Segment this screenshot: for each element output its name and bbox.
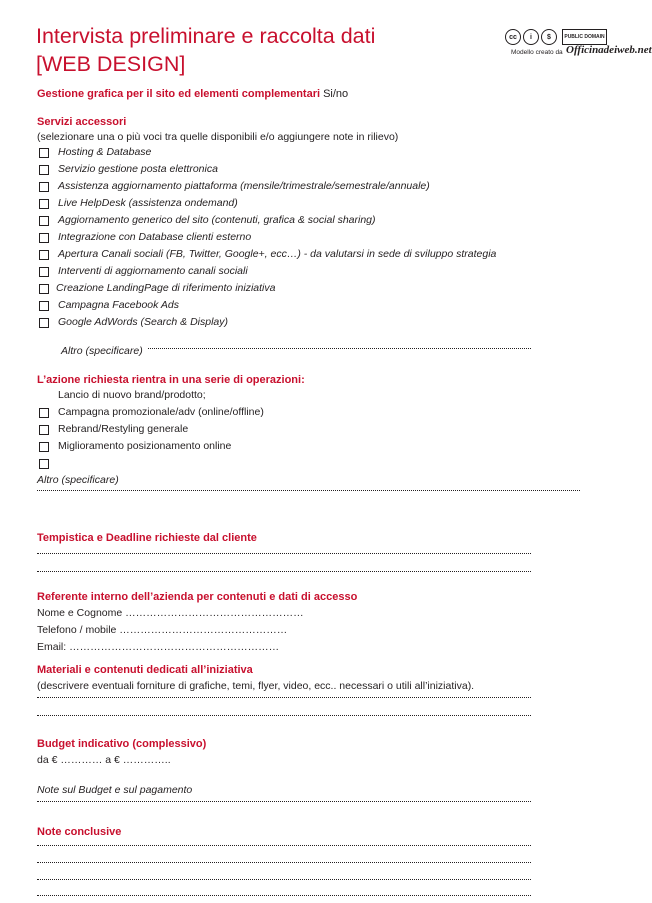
tempistica-field-2[interactable] [37, 569, 531, 572]
azione-item: Rebrand/Restyling generale [58, 423, 189, 435]
servizi-item: Creazione LandingPage di riferimento iniziativa [56, 282, 276, 294]
checkbox-posta[interactable] [39, 165, 49, 175]
checkbox-rebrand[interactable] [39, 425, 49, 435]
servizi-altro-field[interactable] [148, 346, 531, 349]
credit-text: Modello creato da [511, 49, 563, 56]
servizi-altro-label: Altro (specificare) [61, 345, 143, 357]
tempistica-field-1[interactable] [37, 551, 531, 554]
checkbox-interventi[interactable] [39, 267, 49, 277]
budget-title: Budget indicativo (complessivo) [37, 738, 207, 750]
checkbox-canali[interactable] [39, 250, 49, 260]
brand-logo: Officinadeiweb.net [566, 44, 652, 56]
cc-icon: cc [505, 29, 521, 45]
checkbox-helpdesk[interactable] [39, 199, 49, 209]
servizi-item: Aggiornamento generico del sito (contenuti, grafica & social sharing) [58, 214, 376, 226]
azione-item: Miglioramento posizionamento online [58, 440, 232, 452]
materiali-title: Materiali e contenuti dedicati all’iniziativa [37, 664, 253, 676]
conclusive-field-2[interactable] [37, 860, 531, 863]
servizi-item: Live HelpDesk (assistenza ondemand) [58, 197, 238, 209]
referente-nome-field[interactable]: Nome e Cognome …………………………………………… [37, 607, 304, 619]
checkbox-landing[interactable] [39, 284, 49, 294]
budget-range-field[interactable]: da € ………… a € ………….. [37, 754, 171, 766]
materiali-field-2[interactable] [37, 713, 531, 716]
azione-item: Lancio di nuovo brand/prodotto; [58, 389, 206, 401]
conclusive-title: Note conclusive [37, 826, 122, 838]
checkbox-hosting[interactable] [39, 148, 49, 158]
servizi-item: Assistenza aggiornamento piattaforma (mensile/trimestrale/semestrale/annuale) [58, 180, 430, 192]
noncommercial-icon: $ [541, 29, 557, 45]
gestione-row [37, 88, 348, 100]
servizi-item: Integrazione con Database clienti esterno [58, 231, 252, 243]
public-domain-icon: PUBLIC DOMAIN [562, 29, 607, 45]
conclusive-field-4[interactable] [37, 893, 531, 896]
azione-altro-field[interactable] [37, 488, 580, 491]
page-subtitle: [WEB DESIGN] [36, 52, 186, 76]
azione-title: L’azione richiesta rientra in una serie di operazioni: [37, 374, 305, 386]
checkbox-assistenza[interactable] [39, 182, 49, 192]
servizi-item: Servizio gestione posta elettronica [58, 163, 218, 175]
referente-telefono-field[interactable]: Telefono / mobile ………………………………………… [37, 624, 288, 636]
checkbox-database[interactable] [39, 233, 49, 243]
azione-item: Campagna promozionale/adv (online/offline) [58, 406, 264, 418]
servizi-item: Campagna Facebook Ads [58, 299, 180, 311]
checkbox-altro[interactable] [39, 459, 49, 469]
budget-note-field[interactable] [37, 799, 531, 802]
materiali-note: (descrivere eventuali forniture di grafiche, temi, flyer, video, ecc.. necessari o utili all’iniziativa). [37, 680, 475, 692]
checkbox-facebook[interactable] [39, 301, 49, 311]
page-title: Intervista preliminare e raccolta dati [36, 24, 376, 48]
gestione-suffix: Si/no [323, 88, 349, 100]
tempistica-title: Tempistica e Deadline richieste dal cliente [37, 532, 257, 544]
checkbox-adwords[interactable] [39, 318, 49, 328]
checkbox-posizionamento[interactable] [39, 442, 49, 452]
checkbox-aggiornamento[interactable] [39, 216, 49, 226]
referente-title: Referente interno dell’azienda per contenuti e dati di accesso [37, 591, 358, 603]
referente-email-field[interactable]: Email: …………………………………………………… [37, 641, 280, 653]
budget-note-label: Note sul Budget e sul pagamento [37, 784, 193, 796]
conclusive-field-3[interactable] [37, 877, 531, 880]
servizi-note: (selezionare una o più voci tra quelle disponibili e/o aggiungere note in rilievo) [37, 131, 399, 143]
servizi-title: Servizi accessori [37, 116, 127, 128]
conclusive-field-1[interactable] [37, 843, 531, 846]
materiali-field-1[interactable] [37, 695, 531, 698]
azione-altro-label: Altro (specificare) [37, 474, 119, 486]
attribution-icon: i [523, 29, 539, 45]
servizi-item: Hosting & Database [58, 146, 152, 158]
gestione-label: Gestione grafica per il sito ed elementi complementari [37, 88, 321, 100]
checkbox-campagna[interactable] [39, 408, 49, 418]
servizi-item: Google AdWords (Search & Display) [58, 316, 229, 328]
servizi-item: Apertura Canali sociali (FB, Twitter, Google+, ecc…) - da valutarsi in sede di sviluppo strategia [58, 248, 497, 260]
servizi-item: Interventi di aggiornamento canali sociali [58, 265, 248, 277]
